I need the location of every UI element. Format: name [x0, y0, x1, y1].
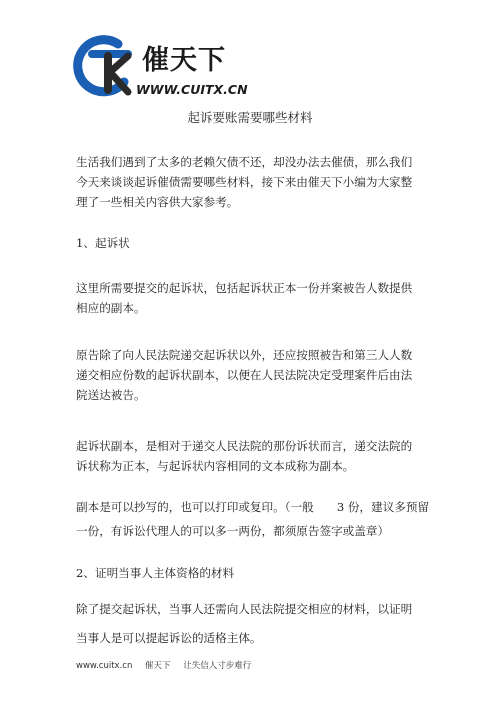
paragraph: [76, 521, 406, 541]
paragraph-line: 当事人是可以提起诉讼的适格主体。: [76, 631, 262, 645]
logo-mark-icon: [70, 30, 140, 100]
paragraph: [76, 436, 413, 476]
brand-name: 催天下: [142, 45, 226, 76]
footer-brand: 催天下: [145, 661, 171, 671]
paragraph-line: 院送达被告。: [76, 388, 146, 402]
footer: [76, 659, 261, 671]
paragraph: [76, 628, 406, 648]
paragraph-line: 除了提交起诉状，当事人还需向人民法院提交相应的材料，以证明: [76, 602, 413, 616]
paragraph-line: 这里所需要提交的起诉状，包括起诉状正本一份并案被告人数提供: [76, 281, 413, 295]
logo: [70, 30, 250, 110]
paragraph: [76, 233, 406, 253]
paragraph-line: 生活我们遇到了太多的老赖欠债不还，却没办法去催债，那么我们: [76, 155, 413, 169]
paragraph-line: 理了一些相关内容供大家参考。: [76, 195, 239, 209]
paragraph-line: 递交相应份数的起诉状副本，以便在人民法院决定受理案件后由法: [76, 368, 413, 382]
paragraph-line: 起诉状副本，是相对于递交人民法院的那份诉状而言，递交法院的: [76, 439, 413, 453]
footer-slogan: 让失信人寸步难行: [183, 661, 252, 671]
paragraph: [76, 497, 430, 517]
paragraph: [76, 345, 413, 405]
paragraph: [76, 278, 413, 318]
brand-url: WWW.CUITX.CN: [136, 82, 248, 97]
page-title: 起诉要账需要哪些材料: [187, 110, 313, 125]
paragraph-line: 一份，有诉讼代理人的可以多一两份，都须原告签字或盖章）: [76, 524, 390, 538]
paragraph-line: 原告除了向人民法院递交起诉状以外，还应按照被告和第三人人数: [76, 348, 413, 362]
paragraph-line: 今天来谈谈起诉催债需要哪些材料，接下来由催天下小编为大家整: [76, 175, 413, 189]
paragraph-line: 相应的副本。: [76, 301, 146, 315]
paragraph-line: 副本是可以抄写的，也可以打印或复印。（一般 3 份，建议多预留: [76, 500, 430, 514]
paragraph-line: 诉状称为正本，与起诉状内容相同的文本成称为副本。: [76, 459, 355, 473]
paragraph-line: 1、起诉状: [76, 236, 130, 250]
paragraph: [76, 563, 406, 583]
footer-url[interactable]: www.cuitx.cn: [76, 661, 133, 671]
paragraph: [76, 152, 413, 212]
paragraph-line: 2、证明当事人主体资格的材料: [76, 566, 235, 580]
paragraph: [76, 599, 413, 619]
